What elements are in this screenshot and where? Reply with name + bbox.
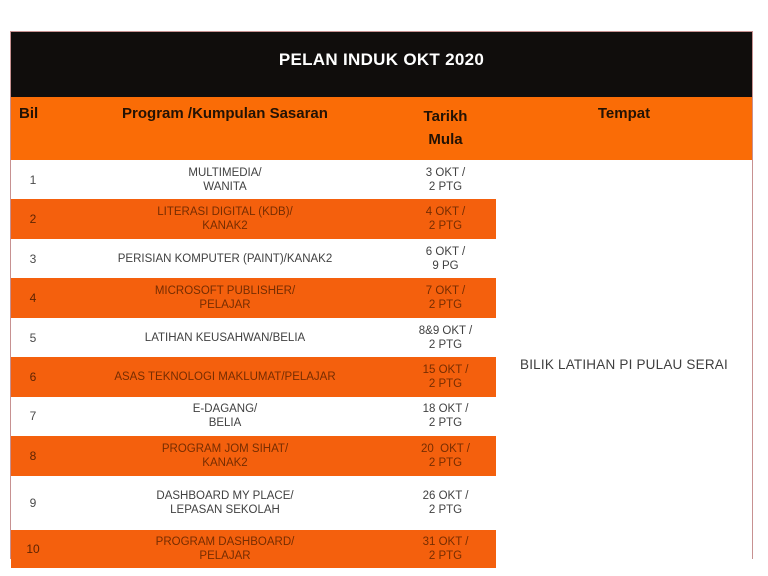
table-row xyxy=(11,160,496,199)
column-header-tarikh-line1: Tarikh xyxy=(423,108,468,125)
row-program-cell: LITERASI DIGITAL (KDB)/ KANAK2 xyxy=(157,206,293,233)
row-program-cell: PROGRAM JOM SIHAT/ KANAK2 xyxy=(161,442,289,469)
column-header-tarikh-mula xyxy=(395,97,496,160)
row-tarikh-cell: 8&9 OKT / 2 PTG xyxy=(418,324,473,351)
table-row xyxy=(11,318,496,357)
row-program-cell: LATIHAN KEUSAHWAN/BELIA xyxy=(144,331,306,344)
table-body-rows xyxy=(11,160,496,568)
row-bil-number: 3 xyxy=(29,251,37,266)
row-program-cell: PROGRAM DASHBOARD/ PELAJAR xyxy=(155,535,295,562)
row-bil-number: 9 xyxy=(29,495,37,510)
row-program-cell: MICROSOFT PUBLISHER/ PELAJAR xyxy=(154,285,296,312)
row-tarikh-cell: 6 OKT / 9 PG xyxy=(425,245,466,272)
table-row xyxy=(11,397,496,436)
row-program-cell: MULTIMEDIA/ WANITA xyxy=(188,166,262,193)
column-header-tempat: Tempat xyxy=(597,105,651,122)
row-tarikh-cell: 31 OKT / 2 PTG xyxy=(422,535,469,562)
column-header-bil: Bil xyxy=(19,105,39,122)
table-row xyxy=(11,530,496,568)
tempat-value: BILIK LATIHAN PI PULAU SERAI xyxy=(520,356,728,372)
row-tarikh-cell: 18 OKT / 2 PTG xyxy=(422,403,469,430)
table-row xyxy=(11,278,496,317)
tempat-merged-cell xyxy=(496,160,752,568)
row-bil-number: 5 xyxy=(29,330,37,345)
row-program-cell: DASHBOARD MY PLACE/ LEPASAN SEKOLAH xyxy=(156,489,294,516)
row-bil-number: 2 xyxy=(29,212,37,227)
table-header-row xyxy=(11,97,752,160)
row-bil-number: 8 xyxy=(29,448,37,463)
table-row xyxy=(11,239,496,278)
table-row xyxy=(11,199,496,238)
row-tarikh-cell: 15 OKT / 2 PTG xyxy=(422,363,469,390)
column-header-program: Program /Kumpulan Sasaran xyxy=(122,105,328,122)
row-tarikh-cell: 26 OKT / 2 PTG xyxy=(422,489,469,516)
row-bil-number: 1 xyxy=(29,172,37,187)
row-bil-number: 6 xyxy=(29,369,37,384)
schedule-table xyxy=(10,31,753,562)
table-row xyxy=(11,476,496,530)
row-tarikh-cell: 7 OKT / 2 PTG xyxy=(425,285,466,312)
row-tarikh-cell: 4 OKT / 2 PTG xyxy=(425,206,466,233)
table-row xyxy=(11,436,496,475)
row-tarikh-cell: 3 OKT / 2 PTG xyxy=(425,166,466,193)
table-row xyxy=(11,357,496,396)
row-program-cell: PERISIAN KOMPUTER (PAINT)/KANAK2 xyxy=(117,252,333,265)
row-tarikh-cell: 20 OKT / 2 PTG xyxy=(420,442,470,469)
page-title: PELAN INDUK OKT 2020 xyxy=(278,49,485,69)
column-header-tarikh-line2: Mula xyxy=(428,131,463,148)
row-bil-number: 4 xyxy=(29,291,37,306)
row-bil-number: 7 xyxy=(29,409,37,424)
row-program-cell: E-DAGANG/ BELIA xyxy=(192,403,258,430)
row-bil-number: 10 xyxy=(26,541,40,556)
table-title-bar xyxy=(11,32,752,97)
row-program-cell: ASAS TEKNOLOGI MAKLUMAT/PELAJAR xyxy=(114,370,336,383)
table-body xyxy=(11,160,752,568)
